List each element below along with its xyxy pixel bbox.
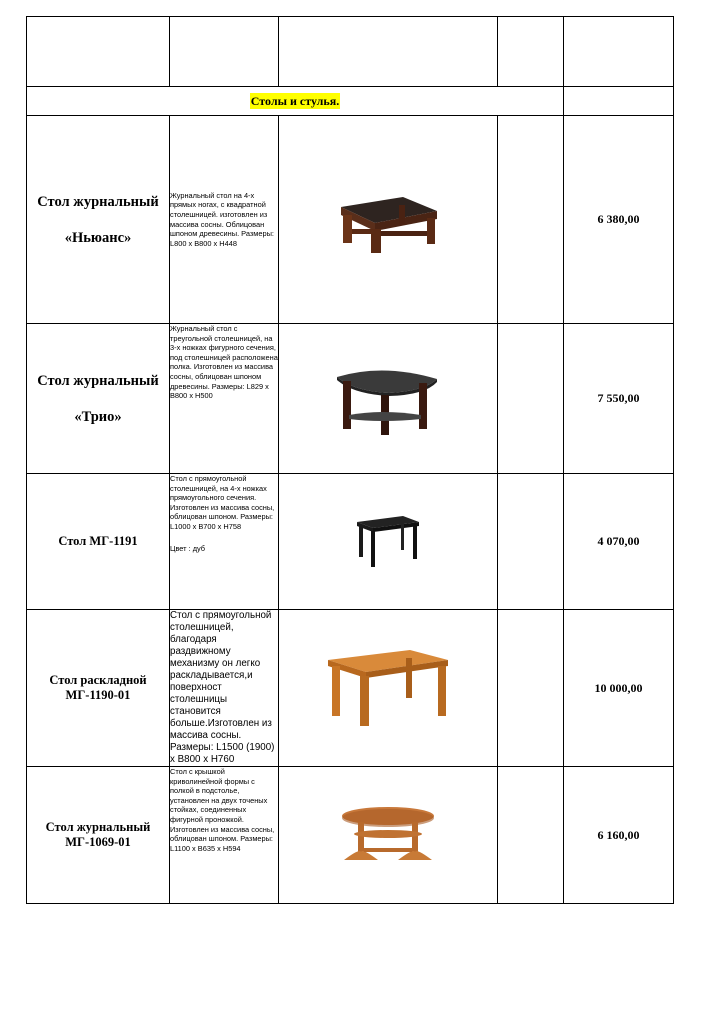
section-title-cell [27, 87, 564, 116]
header-cell [279, 17, 498, 87]
product-description: Стол с прямоугольной столешницей, на 4-х ножках прямоугольного сечения. Изготовлен из массива сосны, облицован шпоном. Размеры: L1000 х B700 х H758 Цвет : дуб [170, 474, 279, 610]
price-list-table [26, 16, 674, 904]
square-coffee-table-icon [333, 185, 443, 255]
product-name: Стол журнальный МГ-1069-01 [27, 767, 170, 904]
product-name: Стол журнальный «Ньюанс» [27, 116, 170, 324]
product-name: Стол МГ-1191 [27, 474, 170, 610]
product-color: Цвет : дуб [170, 543, 206, 553]
rectangular-table-icon [353, 512, 423, 572]
empty-cell [498, 324, 564, 474]
table-row [27, 610, 674, 767]
section-row [27, 87, 674, 116]
table-row [27, 116, 674, 324]
triangular-coffee-table-icon [333, 359, 443, 439]
product-name: Стол раскладной МГ-1190-01 [27, 610, 170, 767]
table-row [27, 474, 674, 610]
product-price: 6 380,00 [564, 116, 674, 324]
section-title: Столы и стулья. [250, 93, 340, 108]
table-row [27, 767, 674, 904]
extendable-table-icon [326, 648, 450, 728]
empty-cell [498, 767, 564, 904]
product-description: Стол с прямоугольной столешницей, благодаря раздвижному механизму он легко раскладывается,и поверхност столешницы становится больше.Изготовлен из массива сосны. Размеры: L1500 (1900) х B800 х H760 [170, 610, 279, 767]
header-cell [498, 17, 564, 87]
empty-cell [498, 116, 564, 324]
product-description: Журнальный стол с треугольной столешницей, на 3-х ножках фигурного сечения, под столешницей расположена полка. Изготовлен из массива сосны, облицован шпоном древесины. Размеры: L829 х B800 х H500 [170, 324, 279, 474]
empty-cell [498, 474, 564, 610]
product-description: Стол с крышкой криволинейной формы с полкой в подстолье, установлен на двух точеных стойках, соединенных фигурной проножкой. Изготовлен из массива сосны, облицован шпоном. Размеры: L1100 х B635 х H594 [170, 767, 279, 904]
empty-cell [498, 610, 564, 767]
product-image [279, 610, 498, 767]
product-price: 6 160,00 [564, 767, 674, 904]
product-image [279, 474, 498, 610]
section-empty-cell [564, 87, 674, 116]
product-price: 4 070,00 [564, 474, 674, 610]
table-row [27, 324, 674, 474]
header-cell [564, 17, 674, 87]
product-image [279, 116, 498, 324]
header-row [27, 17, 674, 87]
product-price: 7 550,00 [564, 324, 674, 474]
oval-coffee-table-icon [338, 804, 438, 866]
product-name: Стол журнальный «Трио» [27, 324, 170, 474]
product-price: 10 000,00 [564, 610, 674, 767]
product-image [279, 767, 498, 904]
product-description: Журнальный стол на 4-х прямых ногах, с квадратной столешницей. изготовлен из массива сосны. Облицован шпоном древесины. Размеры: L800 х B800 х H448 [170, 116, 279, 324]
header-cell [170, 17, 279, 87]
header-cell [27, 17, 170, 87]
product-image [279, 324, 498, 474]
